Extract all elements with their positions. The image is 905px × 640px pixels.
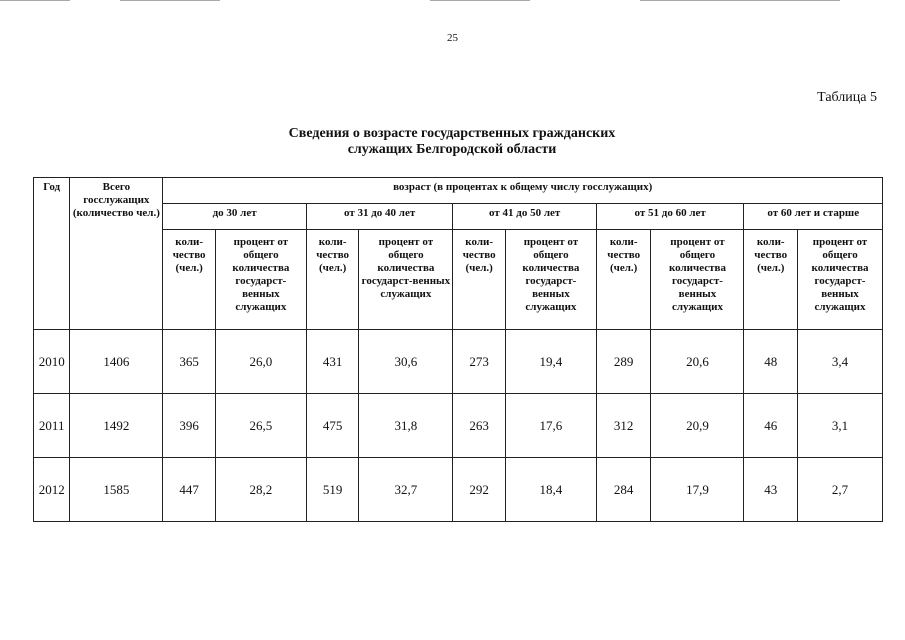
cell-value: 31,8 (359, 394, 453, 458)
table-label: Таблица 5 (817, 90, 877, 105)
header-total: Всего госслужащих (количество чел.) (70, 178, 163, 330)
cell-value: 26,0 (215, 330, 306, 394)
scan-border-left (0, 0, 70, 1)
cell-value: 263 (453, 394, 506, 458)
header-year: Год (34, 178, 70, 330)
header-count: коли-чество (чел.) (163, 230, 216, 330)
cell-value: 18,4 (505, 458, 596, 522)
header-count: коли-чество (чел.) (306, 230, 359, 330)
header-count: коли-чество (чел.) (744, 230, 798, 330)
cell-value: 48 (744, 330, 798, 394)
cell-total: 1406 (70, 330, 163, 394)
cell-value: 19,4 (505, 330, 596, 394)
header-percent: процент от общего количества государст-венных служащих (505, 230, 596, 330)
title-line-2: служащих Белгородской области (347, 142, 557, 157)
cell-year: 2012 (34, 458, 70, 522)
cell-value: 3,4 (798, 330, 883, 394)
age-statistics-table (33, 177, 883, 522)
cell-value: 519 (306, 458, 359, 522)
cell-value: 292 (453, 458, 506, 522)
cell-value: 431 (306, 330, 359, 394)
cell-total: 1585 (70, 458, 163, 522)
cell-value: 396 (163, 394, 216, 458)
header-count: коли-чество (чел.) (596, 230, 651, 330)
table-row (34, 458, 883, 522)
cell-value: 475 (306, 394, 359, 458)
title-line-1: Сведения о возрасте государственных гражданских (288, 126, 616, 141)
cell-value: 26,5 (215, 394, 306, 458)
page-number: 25 (447, 32, 458, 44)
scan-border-mid (120, 0, 220, 1)
header-percent: процент от общего количества государст-венных служащих (359, 230, 453, 330)
cell-value: 43 (744, 458, 798, 522)
cell-value: 20,9 (651, 394, 744, 458)
cell-value: 3,1 (798, 394, 883, 458)
header-percent: процент от общего количества государст-венных служащих (798, 230, 883, 330)
header-group: от 31 до 40 лет (306, 204, 453, 230)
header-age: возраст (в процентах к общему числу госслужащих) (163, 178, 883, 204)
cell-total: 1492 (70, 394, 163, 458)
scan-border-right (640, 0, 840, 1)
cell-value: 289 (596, 330, 651, 394)
cell-value: 365 (163, 330, 216, 394)
cell-value: 17,6 (505, 394, 596, 458)
table-row (34, 394, 883, 458)
header-group: от 41 до 50 лет (453, 204, 597, 230)
cell-value: 28,2 (215, 458, 306, 522)
scan-border-center (430, 0, 530, 1)
cell-year: 2010 (34, 330, 70, 394)
cell-value: 32,7 (359, 458, 453, 522)
cell-value: 447 (163, 458, 216, 522)
cell-value: 20,6 (651, 330, 744, 394)
cell-value: 312 (596, 394, 651, 458)
header-group: до 30 лет (163, 204, 307, 230)
cell-value: 2,7 (798, 458, 883, 522)
cell-value: 30,6 (359, 330, 453, 394)
header-count: коли-чество (чел.) (453, 230, 506, 330)
cell-value: 273 (453, 330, 506, 394)
cell-value: 17,9 (651, 458, 744, 522)
header-row (34, 178, 883, 204)
table-row (34, 330, 883, 394)
header-percent: процент от общего количества государст-венных служащих (215, 230, 306, 330)
header-group: от 60 лет и старше (744, 204, 883, 230)
cell-value: 46 (744, 394, 798, 458)
cell-value: 284 (596, 458, 651, 522)
header-percent: процент от общего количества государст-венных служащих (651, 230, 744, 330)
cell-year: 2011 (34, 394, 70, 458)
document-title (222, 126, 682, 158)
header-group: от 51 до 60 лет (596, 204, 744, 230)
